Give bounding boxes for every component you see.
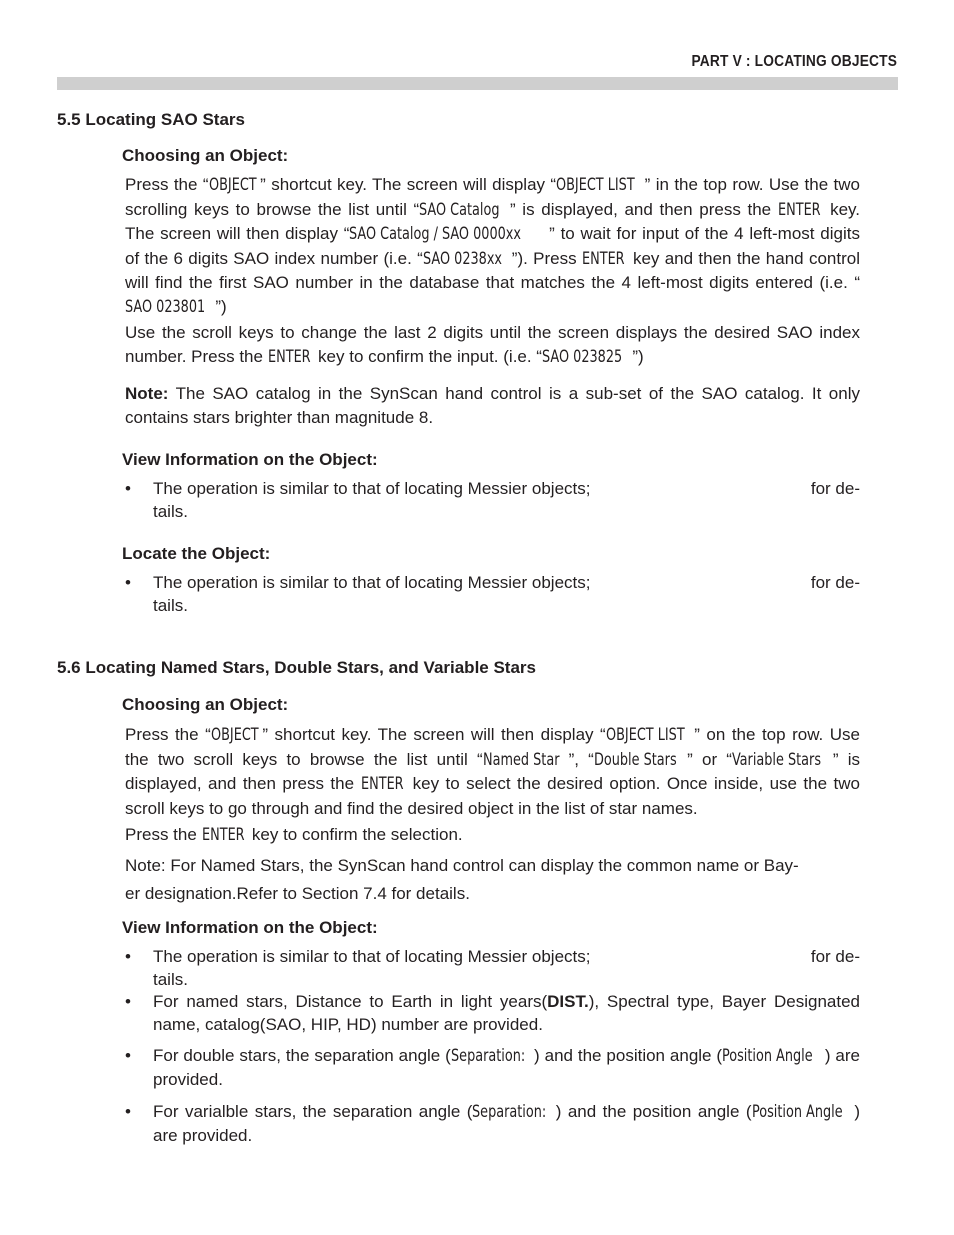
ui-term: Position Angle xyxy=(722,1046,813,1066)
ui-term: SAO Catalog xyxy=(419,199,500,220)
list-item: • The operation is similar to that of locating Messier objects; for de- tails. xyxy=(125,947,860,989)
subheading-view-information: View Information on the Object: xyxy=(122,918,378,937)
list-item: • The operation is similar to that of locating Messier objects; for de- tails. xyxy=(125,573,860,615)
ui-term: OBJECT xyxy=(208,175,257,195)
ui-term: ENTER xyxy=(201,825,245,845)
ui-term: SAO Catalog / SAO 0000xx xyxy=(349,224,522,244)
paragraph-named-choose: Press the “OBJECT ” shortcut key. The screen will then display “OBJECT LIST ” on the top row. Use the two scroll keys to browse the list until “Named Star ”, “Double Stars ” or “Variable Stars ” is displayed, and then press the ENTER key to select the desired option. Once inside, use the two scroll keys to go through and find the desired object in the list of star names. xyxy=(125,725,860,818)
paragraph-sao-choose: Press the “OBJECT ” shortcut key. The screen will display “OBJECT LIST ” in the top row. Use the two scrolling keys to browse the list until “SAO Catalog ” is displayed, and then press the ENTER key. The screen will then display “SAO Catalog / SAO 0000xx ” to wait for input of the 4 left-most digits of the 6 digits SAO index number (i.e. “SAO 0238xx ”). Press ENTER key and then the hand control will find the first SAO number in the database that matches the 4 left-most digits entered (i.e. “SAO 023801 ”) xyxy=(125,173,860,319)
section-heading-5-6: 5.6 Locating Named Stars, Double Stars, and Variable Stars xyxy=(57,658,536,677)
ui-term: ENTER xyxy=(360,774,404,794)
ui-term: Variable Stars xyxy=(731,749,821,770)
ui-term: Named Star xyxy=(482,749,560,770)
list-item: • For varialble stars, the separation angle (Separation:) and the position angle (Position Angle ) are provided. xyxy=(125,1102,860,1145)
subheading-choosing-object: Choosing an Object: xyxy=(122,146,289,165)
page-header-title: PART V : LOCATING OBJECTS xyxy=(691,53,897,70)
paragraph-named-note: Note: For Named Stars, the SynScan hand control can display the common name or Bay- er designation.Refer to Section 7.4 for details. xyxy=(125,856,799,903)
ui-term: SAO 0238xx xyxy=(422,248,502,269)
list-item: • For double stars, the separation angle (Separation:) and the position angle (Position Angle ) are provided. xyxy=(125,1046,860,1089)
subheading-choosing-object: Choosing an Object: xyxy=(122,695,289,714)
ui-term: SAO 023801 xyxy=(125,296,206,317)
ui-term: OBJECT LIST xyxy=(556,175,635,195)
header-rule-bar xyxy=(57,77,898,90)
section-heading-5-5: 5.5 Locating SAO Stars xyxy=(57,110,245,129)
ui-term: SAO 023825 xyxy=(541,346,623,367)
ui-term: ENTER xyxy=(267,346,311,367)
note-label: Note: xyxy=(125,384,169,403)
subheading-view-information: View Information on the Object: xyxy=(122,450,378,469)
ui-term: OBJECT LIST xyxy=(605,725,685,745)
paragraph-sao-note: Note: The SAO catalog in the SynScan hand control is a sub-set of the SAO catalog. It only contains stars brighter than magnitude 8. xyxy=(125,384,860,427)
list-item: • For named stars, Distance to Earth in light years(DIST.), Spectral type, Bayer Designated name, catalog(SAO, HIP, HD) number are provided. xyxy=(125,992,860,1034)
paragraph-named-confirm: Press the ENTER key to confirm the selection. xyxy=(125,823,860,848)
ui-term: Separation: xyxy=(450,1046,526,1066)
paragraph-sao-scroll: Use the scroll keys to change the last 2 digits until the screen displays the desired SAO index number. Press the ENTER key to confirm the input. (i.e. “SAO 023825 ”) xyxy=(125,321,860,369)
ui-term: ENTER xyxy=(777,199,821,220)
ui-term: OBJECT xyxy=(210,725,259,745)
ui-term: Double Stars xyxy=(593,749,677,770)
subheading-locate-object: Locate the Object: xyxy=(122,544,271,563)
ui-term: Separation: xyxy=(472,1102,547,1122)
ui-term: Position Angle xyxy=(751,1102,843,1122)
list-item: • The operation is similar to that of locating Messier objects; for de- tails. xyxy=(125,479,860,521)
ui-term: ENTER xyxy=(581,248,625,269)
